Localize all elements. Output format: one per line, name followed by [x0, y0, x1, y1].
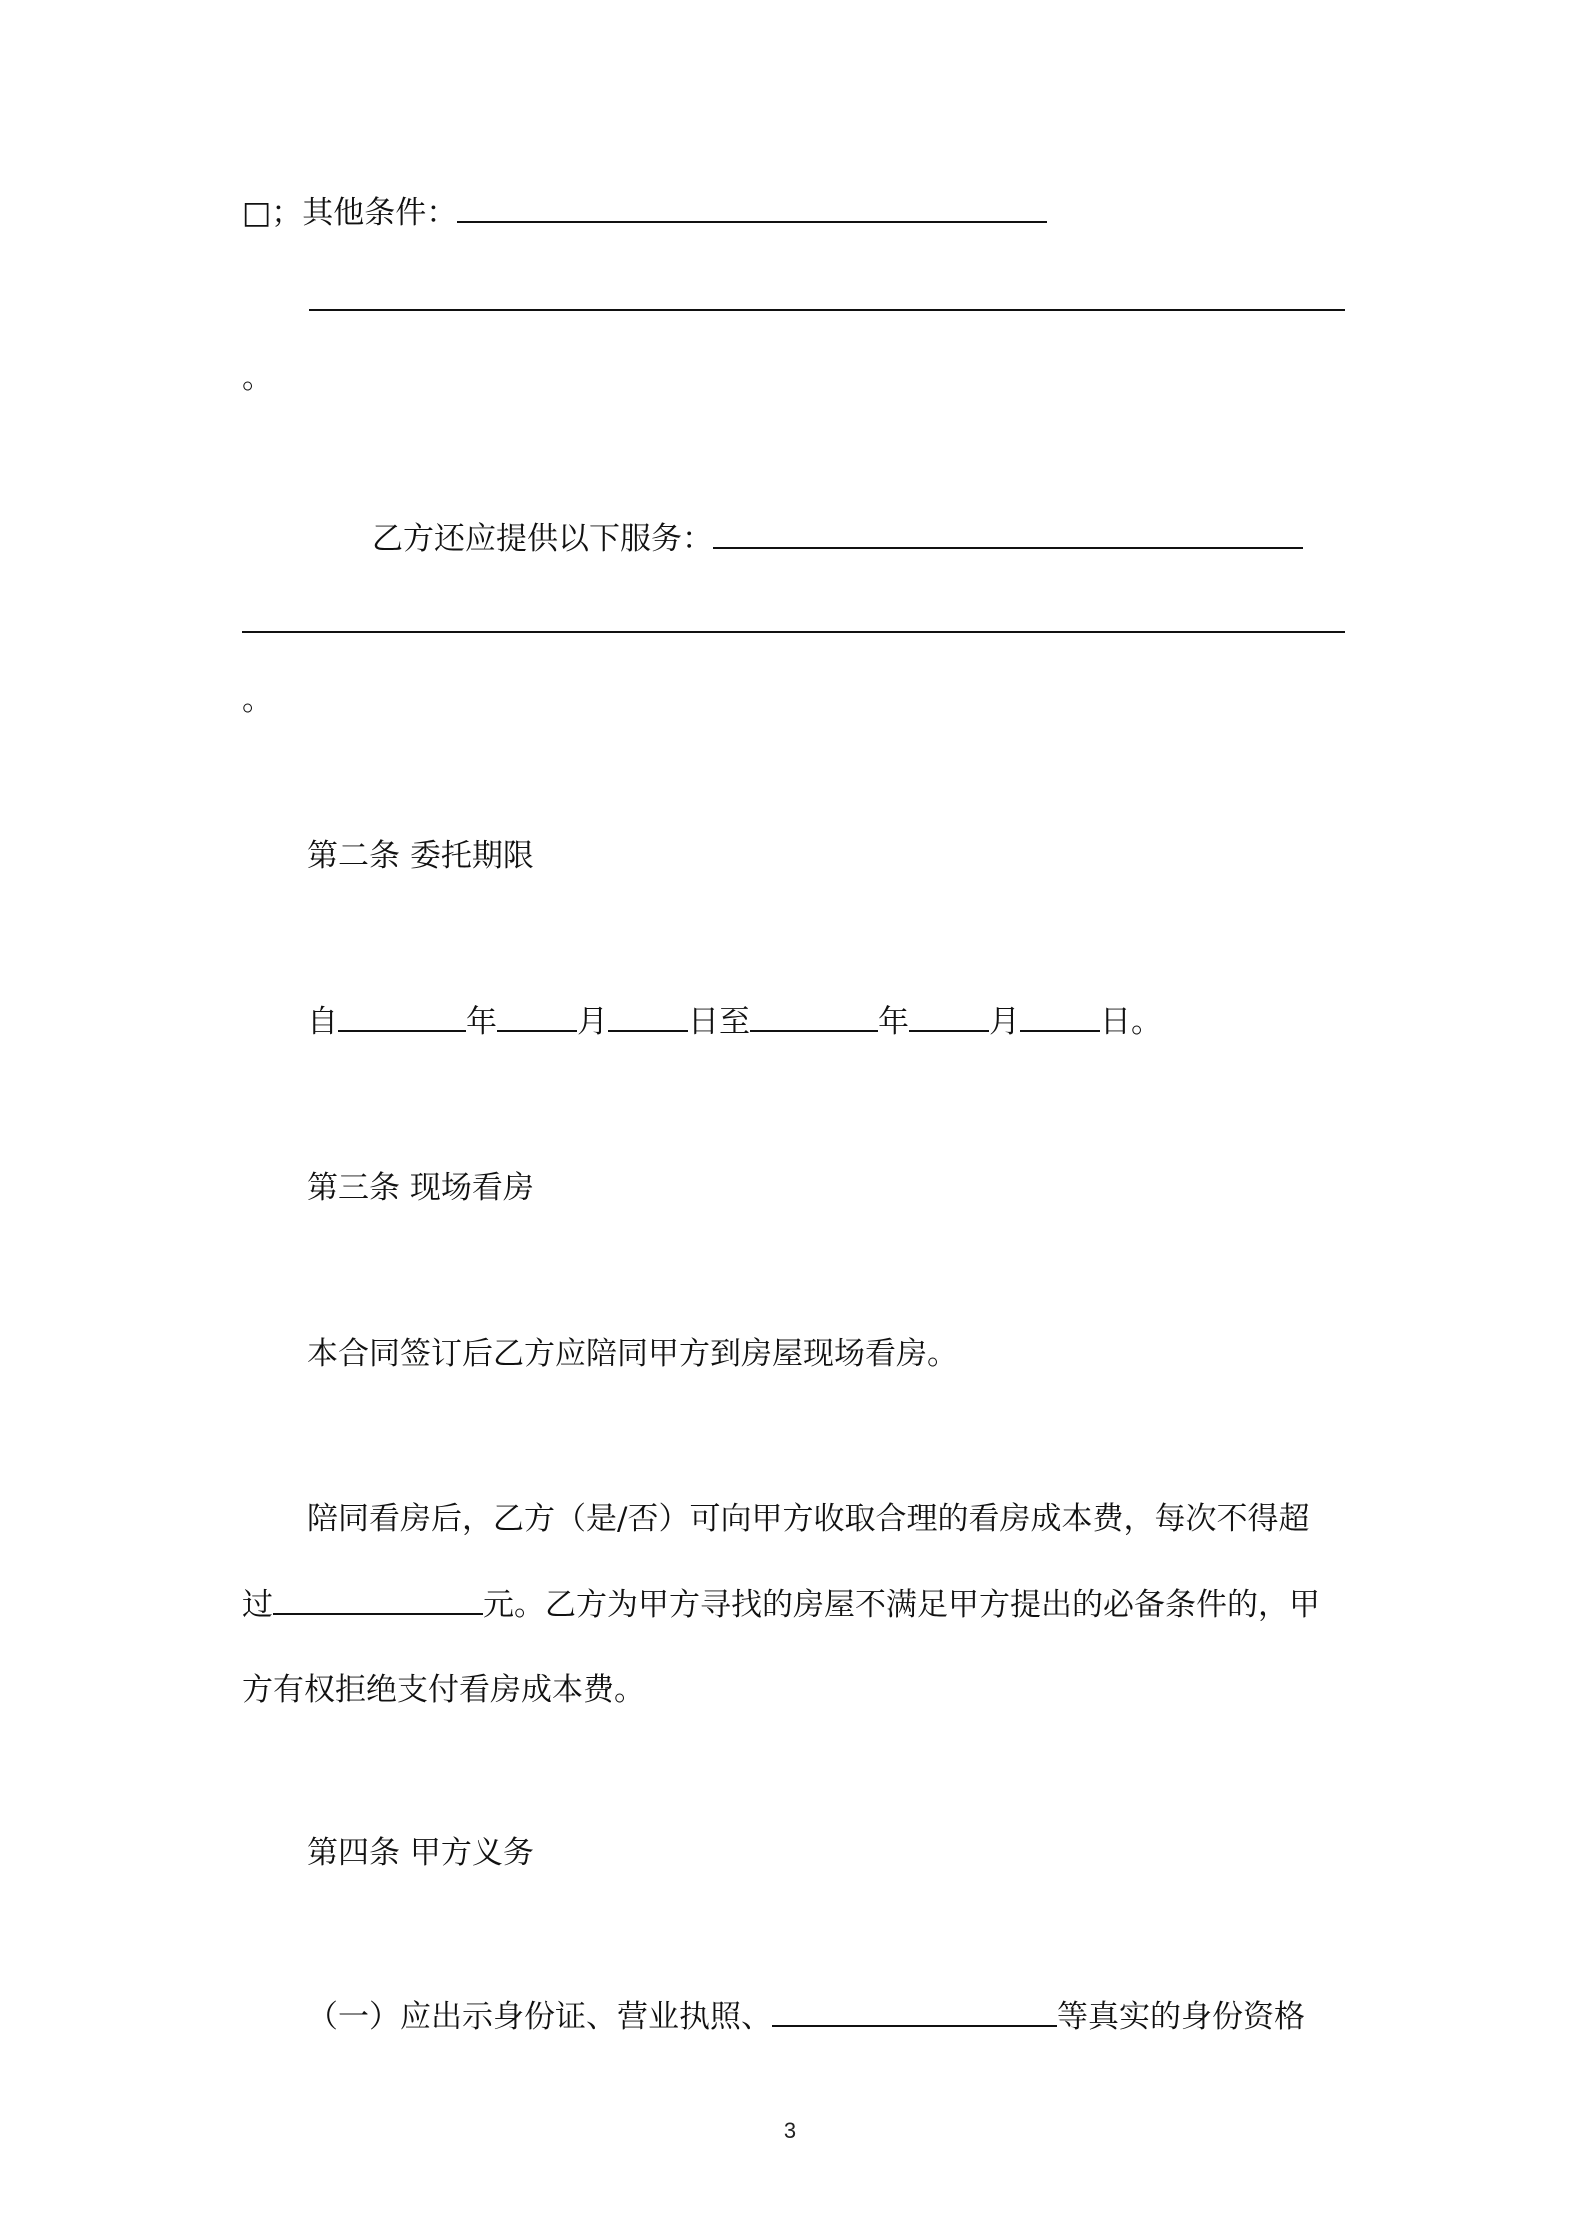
- extra-services-blank[interactable]: [713, 517, 1303, 549]
- article-3-para-1: 本合同签订后乙方应陪同甲方到房屋现场看房。: [307, 1336, 958, 1372]
- end-year-blank[interactable]: [750, 1000, 878, 1032]
- month-label-1: 月: [577, 1004, 608, 1040]
- extra-services-line: [372, 517, 1303, 561]
- article-2-heading: 第二条 委托期限: [307, 838, 534, 874]
- identity-doc-blank[interactable]: [772, 1995, 1057, 2027]
- other-conditions-line: [242, 191, 1047, 235]
- start-month-blank[interactable]: [497, 1000, 577, 1032]
- day-label-2: 日。: [1100, 1004, 1162, 1040]
- article-3-para-2-line-3: 方有权拒绝支付看房成本费。: [242, 1672, 645, 1708]
- end-day-blank[interactable]: [1020, 1000, 1100, 1032]
- article-3-para-2-line-1: 陪同看房后，乙方（是/否）可向甲方收取合理的看房成本费，每次不得超: [307, 1501, 1310, 1537]
- article-3-para-2-line-2: [242, 1583, 1320, 1627]
- end-month-blank[interactable]: [909, 1000, 989, 1032]
- other-conditions-continuation-blank[interactable]: [309, 309, 1345, 311]
- period-after-conditions: 。: [242, 360, 273, 396]
- date-prefix: 自: [307, 1004, 338, 1040]
- item-1-end: 等真实的身份资格: [1057, 1999, 1305, 2035]
- article-4-heading: 第四条 甲方义务: [307, 1835, 534, 1871]
- item-1-start: （一）应出示身份证、营业执照、: [307, 1999, 772, 2035]
- year-label-2: 年: [878, 1004, 909, 1040]
- article-3-heading: 第三条 现场看房: [307, 1170, 534, 1206]
- start-year-blank[interactable]: [338, 1000, 466, 1032]
- start-day-blank[interactable]: [608, 1000, 688, 1032]
- extra-services-continuation-blank[interactable]: [242, 631, 1345, 633]
- month-label-2: 月: [989, 1004, 1020, 1040]
- extra-services-label: 乙方还应提供以下服务：: [372, 521, 713, 557]
- period-after-services: 。: [242, 682, 273, 718]
- checkbox-icon[interactable]: □: [242, 195, 272, 231]
- para-2-line-2-end: 元。乙方为甲方寻找的房屋不满足甲方提出的必备条件的，甲: [483, 1587, 1320, 1623]
- article-2-date-line: [307, 1000, 1162, 1044]
- viewing-fee-blank[interactable]: [273, 1583, 483, 1615]
- page-number: 3: [783, 2118, 797, 2143]
- para-2-line-2-start: 过: [242, 1587, 273, 1623]
- other-conditions-blank[interactable]: [457, 191, 1047, 223]
- day-to-label: 日至: [688, 1004, 750, 1040]
- article-4-item-1: [307, 1995, 1305, 2039]
- other-conditions-label: ；其他条件：: [271, 195, 458, 231]
- year-label-1: 年: [466, 1004, 497, 1040]
